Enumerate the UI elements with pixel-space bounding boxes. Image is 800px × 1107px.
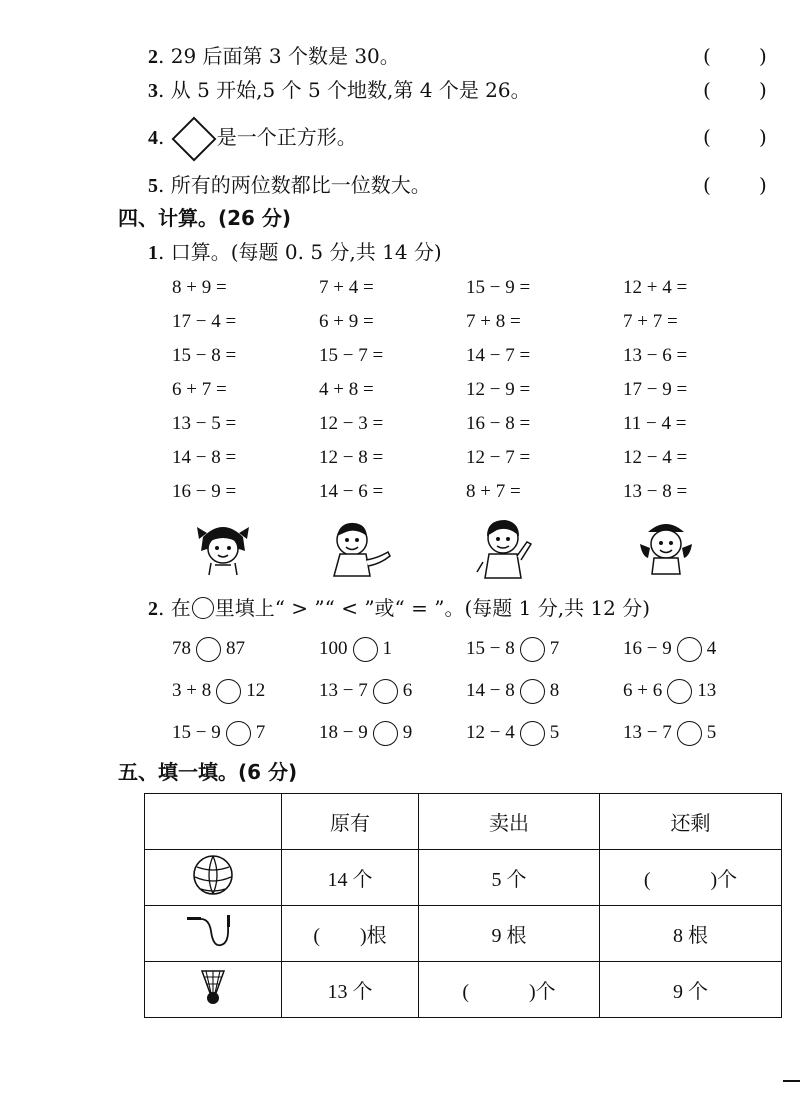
compare-right: 7 (549, 638, 560, 659)
compare-right: 6 (402, 680, 413, 701)
table-header-original: 原有 (282, 794, 419, 850)
girl-cap-cartoon-icon (636, 514, 696, 576)
table-answer-cell[interactable]: ( )根 (282, 906, 419, 962)
table-cell: 8 根 (600, 906, 782, 962)
oral-calc-item[interactable]: 7 + 8 = (466, 311, 521, 332)
compare-left: 18 − 9 (319, 722, 368, 743)
table-header-remaining: 还剩 (600, 794, 782, 850)
compare-answer-circle[interactable] (677, 721, 702, 746)
table-row (145, 906, 782, 962)
oral-calc-item[interactable]: 4 + 8 = (319, 379, 374, 400)
compare-right: 13 (697, 680, 717, 701)
compare-item (466, 677, 559, 705)
compare-item (172, 635, 245, 663)
oral-calc-item[interactable]: 14 − 8 = (172, 447, 237, 468)
compare-item (172, 719, 265, 747)
compare-answer-circle[interactable] (353, 637, 378, 662)
oral-calc-item[interactable]: 11 − 4 = (623, 413, 687, 434)
diamond-shape-icon (171, 116, 217, 162)
table-icon-cell (145, 962, 282, 1018)
compare-item (623, 677, 716, 705)
oral-calc-item[interactable]: 12 − 4 = (623, 447, 688, 468)
oral-calc-item[interactable]: 13 − 5 = (172, 413, 237, 434)
oral-calc-item[interactable]: 15 − 7 = (319, 345, 384, 366)
compare-right: 1 (382, 638, 392, 659)
oral-calc-item[interactable]: 15 − 9 = (466, 277, 531, 298)
compare-left: 6 + 6 (623, 680, 663, 701)
compare-answer-circle[interactable] (520, 637, 545, 662)
table-cell: 14 个 (282, 850, 419, 906)
oral-calc-item[interactable]: 6 + 9 = (319, 311, 374, 332)
compare-left: 12 − 4 (466, 722, 515, 743)
compare-left: 15 − 8 (466, 638, 515, 659)
table-header-sold: 卖出 (419, 794, 600, 850)
compare-right: 5 (549, 722, 560, 743)
oral-calc-item[interactable]: 16 − 9 = (172, 481, 237, 502)
table-header-empty (145, 794, 282, 850)
compare-answer-circle[interactable] (373, 679, 398, 704)
compare-item (172, 677, 265, 705)
table-cell: 5 个 (419, 850, 600, 906)
oral-calc-item[interactable]: 17 − 9 = (623, 379, 688, 400)
compare-left: 15 − 9 (172, 722, 221, 743)
compare-answer-circle[interactable] (520, 721, 545, 746)
table-cell: 9 根 (419, 906, 600, 962)
compare-right: 9 (402, 722, 413, 743)
section-5-heading: 五、填一填。(6 分) (118, 760, 298, 784)
table-row (145, 850, 782, 906)
compare-item (319, 635, 392, 663)
table-answer-cell[interactable]: ( )个 (419, 962, 600, 1018)
oral-calc-item[interactable]: 17 − 4 = (172, 311, 237, 332)
compare-left: 3 + 8 (172, 680, 212, 701)
shuttlecock-icon (196, 967, 230, 1007)
compare-right: 12 (246, 680, 266, 701)
compare-right: 8 (549, 680, 560, 701)
table-cell: 13 个 (282, 962, 419, 1018)
jump-rope-icon (185, 911, 241, 951)
compare-answer-circle[interactable] (520, 679, 545, 704)
oral-calc-item[interactable]: 12 − 7 = (466, 447, 531, 468)
oral-calc-item[interactable]: 8 + 9 = (172, 277, 227, 298)
compare-left: 14 − 8 (466, 680, 515, 701)
girl-cartoon-icon (193, 517, 253, 577)
table-row (145, 962, 782, 1018)
oral-calc-item[interactable]: 7 + 7 = (623, 311, 678, 332)
compare-answer-circle[interactable] (226, 721, 251, 746)
oral-calc-item[interactable]: 7 + 4 = (319, 277, 374, 298)
compare-right: 87 (226, 638, 245, 659)
oral-calc-item[interactable]: 13 − 6 = (623, 345, 688, 366)
compare-left: 13 − 7 (319, 680, 368, 701)
table-icon-cell (145, 906, 282, 962)
ball-icon (191, 853, 235, 897)
table-answer-cell[interactable]: ( )个 (600, 850, 782, 906)
oral-calc-item[interactable]: 12 + 4 = (623, 277, 688, 298)
compare-right: 7 (255, 722, 266, 743)
compare-item (319, 677, 412, 705)
compare-right: 5 (706, 722, 717, 743)
oral-calc-item[interactable]: 12 − 3 = (319, 413, 384, 434)
circle-blank-icon (192, 597, 214, 619)
oral-calc-item[interactable]: 16 − 8 = (466, 413, 531, 434)
table-cell: 9 个 (600, 962, 782, 1018)
judge-item-3: 3. 从 5 开始,5 个 5 个地数,第 4 个是 26。 (148, 78, 531, 102)
judge-item-4: 4. 是一个正方形。 (148, 115, 357, 162)
oral-calc-item[interactable]: 15 − 8 = (172, 345, 237, 366)
compare-answer-circle[interactable] (373, 721, 398, 746)
page-edge-mark (783, 1080, 800, 1082)
table-icon-cell (145, 850, 282, 906)
boy-cartoon-icon (326, 516, 394, 578)
section-4-heading: 四、计算。(26 分) (118, 206, 292, 230)
compare-left: 16 − 9 (623, 638, 672, 659)
compare-answer-circle[interactable] (677, 637, 702, 662)
table-header-row (145, 794, 782, 850)
compare-title: 2. 在 里填上“ > ”“ < ”或“ = ”。(每题 1 分,共 12 分) (148, 596, 651, 620)
compare-item (319, 719, 412, 747)
compare-answer-circle[interactable] (196, 637, 221, 662)
oral-calc-title: 1. 口算。(每题 0. 5 分,共 14 分) (148, 240, 442, 264)
oral-calc-item[interactable]: 12 − 8 = (319, 447, 384, 468)
compare-left: 100 (319, 638, 348, 659)
compare-item (623, 719, 716, 747)
compare-right: 4 (706, 638, 717, 659)
compare-left: 13 − 7 (623, 722, 672, 743)
oral-calc-item[interactable]: 8 + 7 = (466, 481, 521, 502)
fill-table (144, 793, 782, 1018)
compare-answer-circle[interactable] (667, 679, 692, 704)
judge-item-2: 2. 29 后面第 3 个数是 30。 (148, 44, 400, 68)
oral-calc-item[interactable]: 13 − 8 = (623, 481, 688, 502)
oral-calc-item[interactable]: 14 − 7 = (466, 345, 531, 366)
oral-calc-item[interactable]: 6 + 7 = (172, 379, 227, 400)
compare-item (466, 635, 559, 663)
waving-kid-cartoon-icon (475, 514, 535, 580)
compare-left: 78 (172, 638, 191, 659)
judge-item-5: 5. 所有的两位数都比一位数大。 (148, 173, 431, 197)
oral-calc-item[interactable]: 14 − 6 = (319, 481, 384, 502)
compare-answer-circle[interactable] (216, 679, 241, 704)
oral-calc-item[interactable]: 12 − 9 = (466, 379, 531, 400)
compare-item (623, 635, 716, 663)
compare-item (466, 719, 559, 747)
